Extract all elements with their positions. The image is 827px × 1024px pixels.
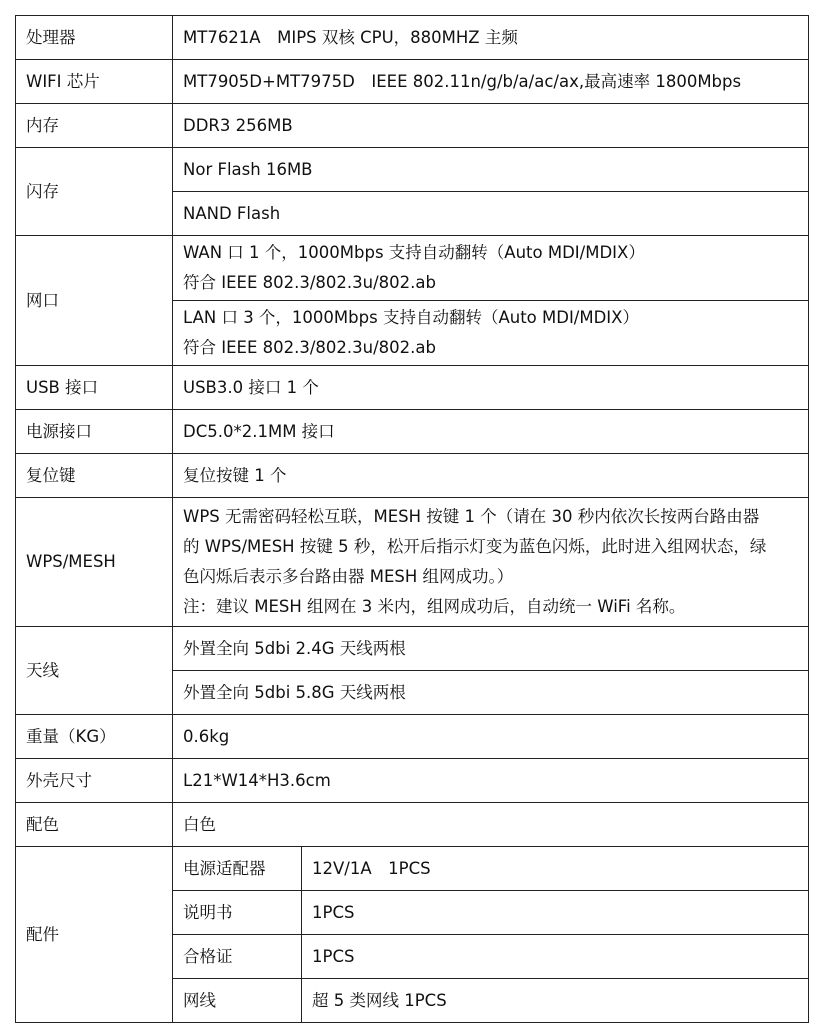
row-value-color: 白色 <box>173 803 809 847</box>
row-value-flash-nor: Nor Flash 16MB <box>173 148 809 192</box>
row-value-size: L21*W14*H3.6cm <box>173 759 809 803</box>
accessory-name: 说明书 <box>173 891 302 935</box>
row-label-cpu: 处理器 <box>16 16 173 60</box>
table-row-color <box>16 803 809 847</box>
table-row-wps <box>16 498 809 627</box>
row-value-usb: USB3.0 接口 1 个 <box>173 366 809 410</box>
row-label-flash: 闪存 <box>16 148 173 236</box>
accessory-name: 合格证 <box>173 935 302 979</box>
wan-line-1: WAN 口 1 个，1000Mbps 支持自动翻转（Auto MDI/MDIX） <box>183 243 645 262</box>
row-label-weight: 重量（KG） <box>16 715 173 759</box>
row-value-wifi: MT7905D+MT7975D IEEE 802.11n/g/b/a/ac/ax,最高速率 1800Mbps <box>173 60 809 104</box>
table-row-weight <box>16 715 809 759</box>
wps-line-2: 的 WPS/MESH 按键 5 秒，松开后指示灯变为蓝色闪烁，此时进入组网状态，绿 <box>183 537 767 556</box>
table-row-size <box>16 759 809 803</box>
accessory-value: 超 5 类网线 1PCS <box>302 979 809 1023</box>
wan-line-2: 符合 IEEE 802.3/802.3u/802.ab <box>183 273 437 292</box>
row-label-ram: 内存 <box>16 104 173 148</box>
row-label-color: 配色 <box>16 803 173 847</box>
accessory-value: 12V/1A 1PCS <box>302 847 809 891</box>
wps-line-4: 注：建议 MESH 组网在 3 米内，组网成功后，自动统一 WiFi 名称。 <box>183 597 686 616</box>
table-row-port <box>16 236 809 301</box>
row-label-size: 外壳尺寸 <box>16 759 173 803</box>
table-row-ram <box>16 104 809 148</box>
lan-line-2: 符合 IEEE 802.3/802.3u/802.ab <box>183 338 437 357</box>
row-label-wps: WPS/MESH <box>16 498 173 627</box>
wps-line-1: WPS 无需密码轻松互联，MESH 按键 1 个（请在 30 秒内依次长按两台路由器 <box>183 507 760 526</box>
table-row-accessory <box>16 847 809 891</box>
row-value-antenna-58g: 外置全向 5dbi 5.8G 天线两根 <box>173 671 809 715</box>
row-label-antenna: 天线 <box>16 627 173 715</box>
table-row-cpu <box>16 16 809 60</box>
accessory-value: 1PCS <box>302 935 809 979</box>
row-value-weight: 0.6kg <box>173 715 809 759</box>
spec-table <box>15 15 809 1023</box>
row-value-lan <box>173 301 809 366</box>
table-row-usb <box>16 366 809 410</box>
row-value-flash-nand: NAND Flash <box>173 192 809 236</box>
row-label-accessories: 配件 <box>16 847 173 1023</box>
row-value-wan <box>173 236 809 301</box>
row-label-usb: USB 接口 <box>16 366 173 410</box>
row-label-wifi: WIFI 芯片 <box>16 60 173 104</box>
accessory-name: 网线 <box>173 979 302 1023</box>
row-value-ram: DDR3 256MB <box>173 104 809 148</box>
row-value-reset: 复位按键 1 个 <box>173 454 809 498</box>
table-row-antenna <box>16 627 809 671</box>
row-value-cpu: MT7621A MIPS 双核 CPU，880MHZ 主频 <box>173 16 809 60</box>
row-value-wps <box>173 498 809 627</box>
table-row-flash <box>16 148 809 192</box>
accessory-value: 1PCS <box>302 891 809 935</box>
table-row-reset <box>16 454 809 498</box>
accessory-name: 电源适配器 <box>173 847 302 891</box>
table-row-wifi <box>16 60 809 104</box>
table-row-power <box>16 410 809 454</box>
wps-line-3: 色闪烁后表示多台路由器 MESH 组网成功。） <box>183 567 514 586</box>
row-value-power: DC5.0*2.1MM 接口 <box>173 410 809 454</box>
row-value-antenna-24g: 外置全向 5dbi 2.4G 天线两根 <box>173 627 809 671</box>
row-label-reset: 复位键 <box>16 454 173 498</box>
row-label-power: 电源接口 <box>16 410 173 454</box>
row-label-port: 网口 <box>16 236 173 366</box>
lan-line-1: LAN 口 3 个，1000Mbps 支持自动翻转（Auto MDI/MDIX） <box>183 308 639 327</box>
